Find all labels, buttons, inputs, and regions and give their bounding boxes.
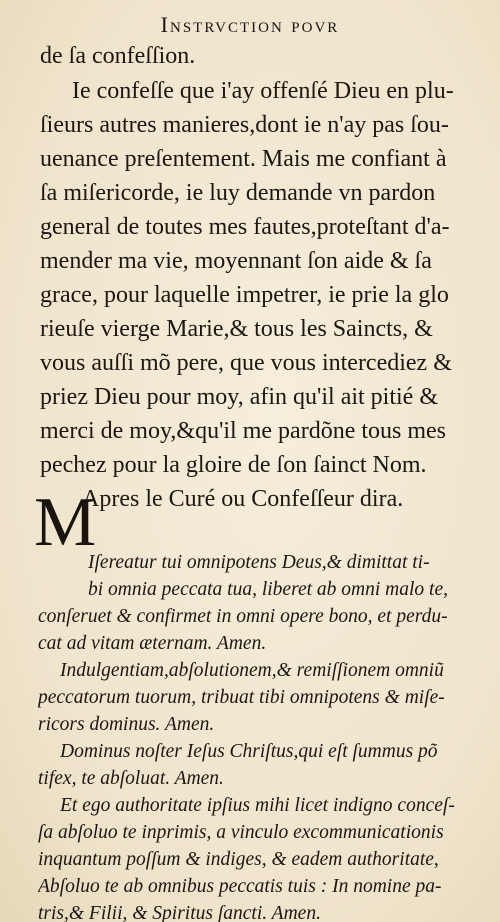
french-line: pechez pour la gloire de ſon ſainct Nom. bbox=[40, 453, 427, 477]
french-line: mender ma vie, moyennant ſon aide & ſa bbox=[40, 249, 432, 273]
latin-line: Abſoluo te ab omnibus peccatis tuis : In nomine pa- bbox=[38, 877, 442, 897]
latin-line: inquantum poſſum & indiges, & eadem authoritate, bbox=[38, 850, 439, 870]
latin-line: tris,& Filii, & Spiritus ſancti. Amen. bbox=[38, 904, 321, 922]
french-line: vous auſſi mõ pere, que vous intercediez & bbox=[40, 351, 452, 375]
latin-line: Dominus noſter Ieſus Chriſtus,qui eſt ſummus põ bbox=[60, 742, 438, 762]
latin-line: peccatorum tuorum, tribuat tibi omnipotens & miſe- bbox=[38, 688, 445, 708]
latin-line: ricors dominus. Amen. bbox=[38, 715, 215, 735]
french-line: ſieurs autres manieres,dont ie n'ay pas ſou- bbox=[40, 113, 449, 137]
latin-line: Iſereatur tui omnipotens Deus,& dimittat ti- bbox=[88, 553, 430, 573]
french-line: Apres le Curé ou Confeſſeur dira. bbox=[82, 487, 404, 511]
french-line: grace, pour laquelle impetrer, ie prie la glo bbox=[40, 283, 449, 307]
latin-line: Et ego authoritate ipſius mihi licet indigno conceſ- bbox=[60, 796, 455, 816]
running-header: Instrvction povr bbox=[160, 12, 340, 37]
latin-line: Indulgentiam,abſolutionem,& remiſſionem omniũ bbox=[60, 661, 444, 681]
french-line: uenance preſentement. Mais me confiant à bbox=[40, 147, 447, 171]
french-line: priez Dieu pour moy, afin qu'il ait pitié & bbox=[40, 385, 439, 409]
drop-cap: M bbox=[34, 484, 97, 561]
french-line: rieuſe vierge Marie,& tous les Saincts, & bbox=[40, 317, 433, 341]
french-line: Ie confeſſe que i'ay offenſé Dieu en plu- bbox=[72, 79, 454, 103]
latin-line: cat ad vitam æternam. Amen. bbox=[38, 634, 267, 654]
french-line: general de toutes mes fautes,proteſtant d'a- bbox=[40, 215, 450, 239]
latin-line: bi omnia peccata tua, liberet ab omni malo te, bbox=[88, 580, 448, 600]
french-line: de ſa confeſſion. bbox=[40, 44, 196, 68]
latin-line: ſa abſoluo te inprimis, a vinculo excommunicationis bbox=[38, 823, 444, 843]
latin-line: tifex, te abſoluat. Amen. bbox=[38, 769, 224, 789]
french-line: merci de moy,&qu'il me pardõne tous mes bbox=[40, 419, 447, 443]
french-line: ſa miſericorde, ie luy demande vn pardon bbox=[40, 181, 436, 205]
latin-line: conſeruet & confirmet in omni opere bono, et perdu- bbox=[38, 607, 448, 627]
